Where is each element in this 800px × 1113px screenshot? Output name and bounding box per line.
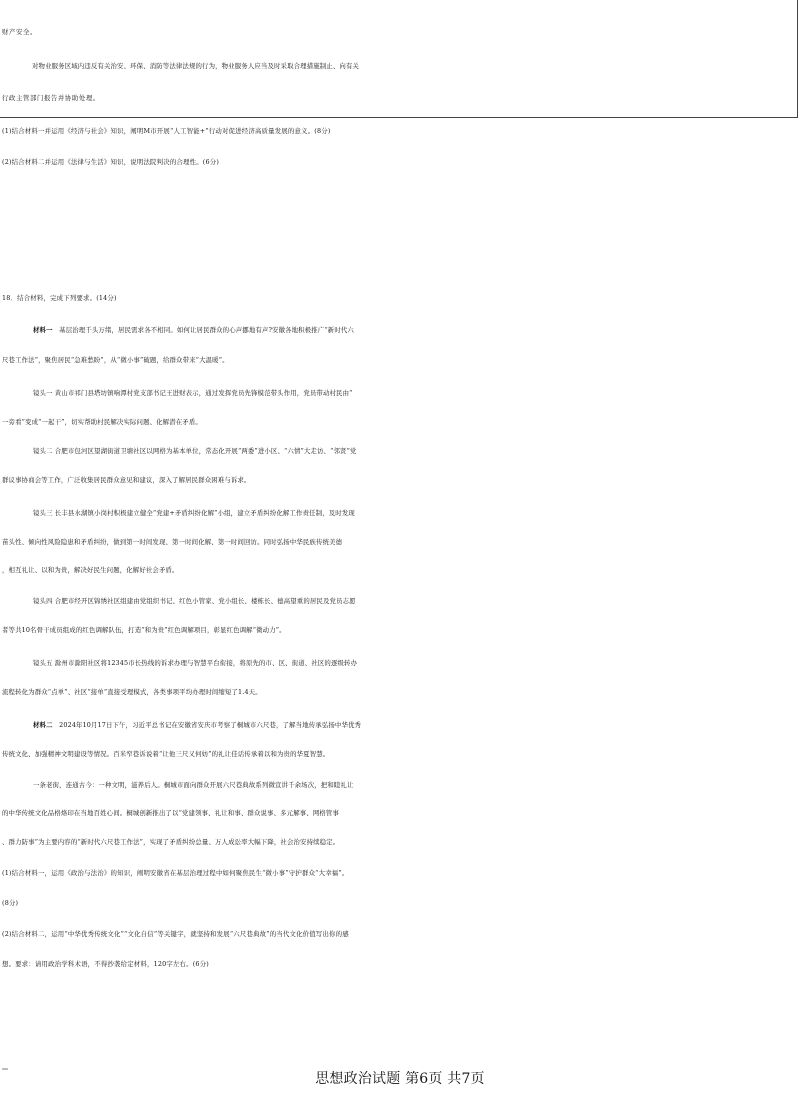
box-bottom-border (0, 117, 798, 118)
q18-material-2-line-2: 传统文化、加强精神文明建设等情况。百米窄巷诉说着“让他三尺又何妨”的礼让佳话传承着以和为贵的华夏智慧。 (2, 750, 330, 758)
scene-3-line-2: 苗头性、倾向性风险隐患和矛盾纠纷，做到第一时间发现、第一时间化解、第一时间回访。同时弘扬中华民族传统美德 (2, 538, 343, 546)
material-2-label: 材料二 (33, 721, 53, 729)
scene-4-line-2: 者等共10名骨干成员组成的红色调解队伍，打造“和为贵”红色调解项目，彰显红色调解“微动力”。 (2, 626, 286, 634)
scene-3-line-3: ，相互礼让、以和为贵，解决好民生问题，化解好社会矛盾。 (2, 566, 179, 574)
material-continuation-line-3: 行政主管部门报告并协助处理。 (2, 94, 100, 102)
material-continuation-line-1: 财产安全。 (2, 28, 37, 36)
q18-subquestion-1-line-1: (1)结合材料一，运用《政治与法治》的知识，阐明安徽省在基层治理过程中如何聚焦民生“微小事”守护群众“大幸福”。 (2, 869, 349, 877)
q18-material-2-line-4: 的中华传统文化品格烙印在当地百姓心间。桐城创新推出了以“党建领事、礼让和事、群众说事、多元解事、网格管事 (2, 809, 339, 817)
material-2-text: 2024年10月17日下午，习近平总书记在安徽省安庆市考察了桐城市六尺巷，了解当地传承弘扬中华优秀 (59, 721, 362, 729)
q17-subquestion-1: (1)结合材料一并运用《经济与社会》知识，阐明M市开展“人工智能+”行动对促进经济高质量发展的意义。(8分) (2, 127, 331, 135)
scene-5-line-1: 镜头五 滁州市滁阳社区将12345市长热线的诉求办理与智慧平台衔接，将原先的市、区、街道、社区的逐级转办 (33, 659, 358, 667)
q18-material-2-line-1 (2, 715, 800, 735)
material-1-text: 基层治理千头万绪，居民需求各不相同。如何让居民群众的心声挪地有声?安徽各地积极推广“新时代六 (59, 326, 354, 334)
scene-1-line-2: 一旁看”变成“一起干”，切实帮助村民解决实际问题、化解潜在矛盾。 (2, 418, 202, 426)
q18-material-1-line-2: 尺巷工作法”，聚焦居民“急难愁盼”，从“微小事”破题，给群众带来“大温暖”。 (2, 356, 229, 364)
material-1-label: 材料一 (33, 326, 53, 334)
q18-subquestion-2-line-2: 想。要求：请用政治学科术语，不得抄袭给定材料，120字左右。(6分) (2, 960, 209, 968)
scene-5-line-2: 流程转化为群众“点单”、社区“接单”直接受理模式，各类事项平均办理时间缩短了1.4天。 (2, 688, 262, 696)
scene-4-line-1: 镜头四 合肥市经开区锦绣社区组建由党组织书记、红色小管家、党小组长、楼栋长、德高望重的居民及党员志愿 (33, 597, 356, 605)
q18-material-2-line-3: 一条老街，连通古今：一种文明，滋养后人。桐城市面向群众开展六尺巷典故系列微宣讲千余场次，把和睦礼让 (33, 781, 354, 789)
scene-1-line-1: 镜头一 黄山市祁门县塔坊镇响潭村党支部书记王进财表示，通过发挥党员先锋模范带头作用，党员带动村民由“ (33, 389, 353, 397)
scene-2-line-2: 群议事协商会等工作，广泛收集居民群众意见和建议，深入了解居民群众困难与诉求。 (2, 476, 251, 484)
material-continuation-line-2: 对物业服务区域内违反有关治安、环保、消防等法律法规的行为，物业服务人应当及时采取合理措施制止、向有关 (32, 62, 360, 70)
q18-material-1-line-1 (2, 320, 800, 340)
q18-subquestion-1-line-2: (8分) (2, 899, 19, 907)
q18-material-2-line-5: 、群力防事”为主要内容的“新时代六尺巷工作法”，实现了矛盾纠纷总量、万人成讼率大幅下降，社会治安持续稳定。 (2, 838, 340, 846)
q17-subquestion-2: (2)结合材料二并运用《法律与生活》知识，说明法院判决的合理性。(6分) (2, 158, 220, 166)
q18-subquestion-2-line-1: (2)结合材料二，运用“中华优秀传统文化”“文化自信”等关键字，就坚持和发展“六尺巷典故”的当代文化价值写出你的感 (2, 930, 349, 938)
scene-3-line-1: 镜头三 长丰县水湖镇小岗村积极建立健全“党建+矛盾纠纷化解”小组，建立矛盾纠纷化解工作责任制，及时发现 (33, 509, 355, 517)
scene-2-line-1: 镜头二 合肥市包河区望湖街道卫塘社区以网格为基本单位，常态化开展“两委”进小区、“六情”大走访、“邻贤”党 (33, 447, 357, 455)
q18-header: 18．结合材料，完成下列要求。(14分) (2, 294, 117, 302)
page-footer: 思想政治试题 第6页 共7页 (315, 1071, 485, 1087)
